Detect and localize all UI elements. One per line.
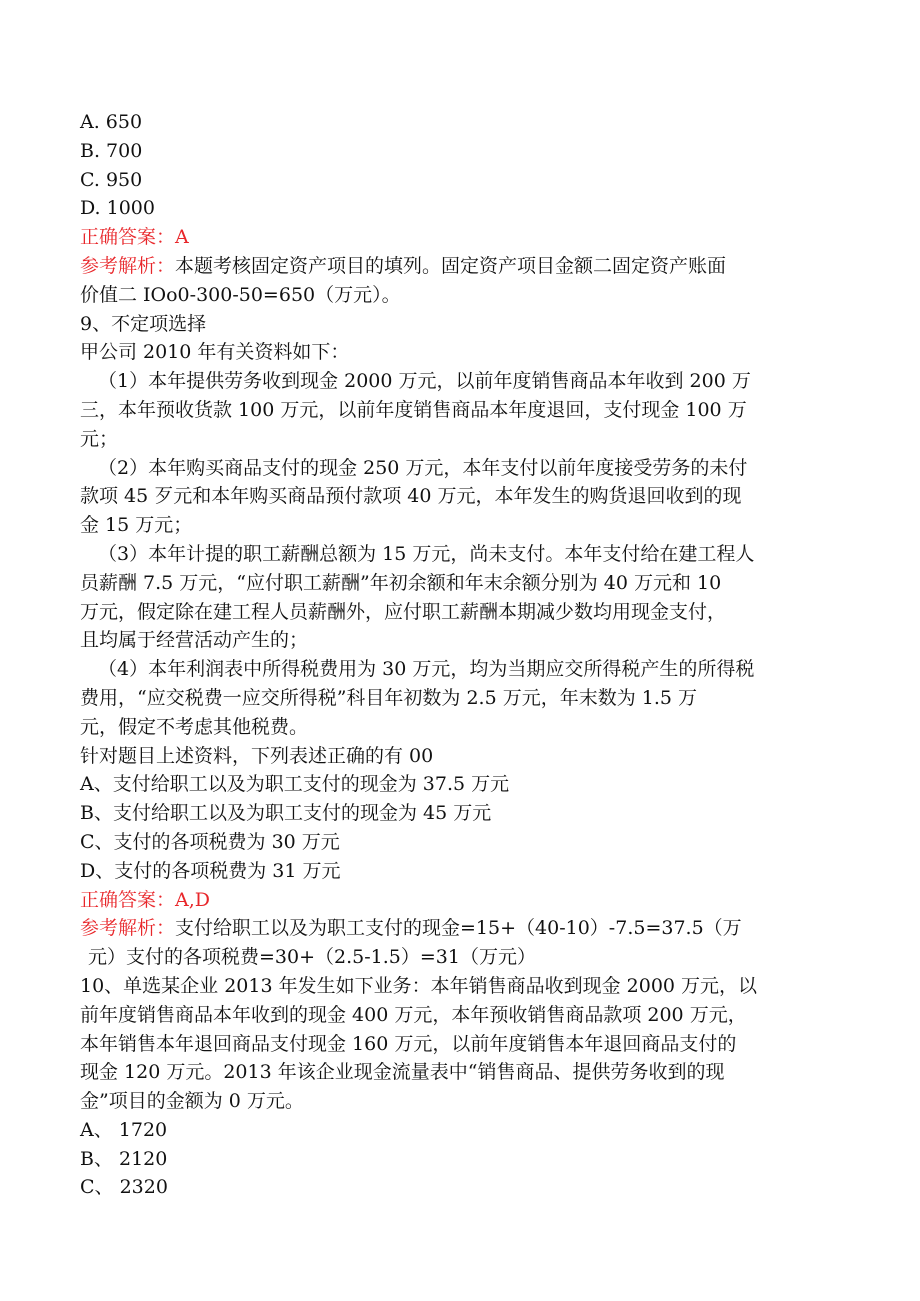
q9-body-line-8: 员薪酬 7.5 万元，“应付职工薪酬”年初余额和年末余额分别为 40 万元和 10 [80, 571, 722, 594]
q9-body-line-7: （3）本年计提的职工薪酬总额为 15 万元，尚未支付。本年支付给在建工程人 [98, 542, 755, 565]
q10-body-line-2: 前年度销售商品本年收到的现金 400 万元，本年预收销售商品款项 200 万元， [80, 1003, 747, 1026]
q8-explanation-line-1 [80, 252, 840, 281]
q9-body-line-3: 元； [80, 427, 119, 450]
q9-option-d: D、支付的各项税费为 31 万元 [80, 859, 341, 882]
q9-body-line-4: （2）本年购买商品支付的现金 250 万元，本年支付以前年度接受劳务的未付 [98, 456, 748, 479]
q9-explanation-line-2: 元）支付的各项税费=30+（2.5-1.5）=31（万元） [88, 946, 536, 969]
q9-body-line-5: 款项 45 歹元和本年购买商品预付款项 40 万元，本年发生的购货退回收到的现 [80, 485, 742, 508]
q10-body-line-3: 本年销售本年退回商品支付现金 160 万元，以前年度销售本年退回商品支付的 [80, 1032, 737, 1055]
q9-header: 9、不定项选择 [80, 312, 207, 335]
q9-explanation-label: 参考解析： [80, 917, 176, 940]
q9-intro: 甲公司 2010 年有关资料如下： [80, 341, 350, 364]
q8-explanation-text-1: 本题考核固定资产项目的填列。固定资产项目金额二固定资产账面 [175, 254, 727, 277]
q9-body-line-12: 费用，“应交税费一应交所得税”科目年初数为 2.5 万元，年末数为 1.5 万 [80, 686, 698, 709]
q9-body-line-1: （1）本年提供劳务收到现金 2000 万元，以前年度销售商品本年收到 200 万 [98, 370, 751, 393]
q9-explanation-text-1: 支付给职工以及为职工支付的现金=15+（40-10）-7.5=37.5（万 [175, 917, 742, 940]
q9-body-line-9: 万元，假定除在建工程人员薪酬外，应付职工薪酬本期减少数均用现金支付， [80, 600, 727, 623]
q8-option-c: C. 950 [80, 168, 143, 191]
q9-body-line-11: （4）本年利润表中所得税费用为 30 万元，均为当期应交所得税产生的所得税 [98, 658, 755, 681]
q8-explanation-label: 参考解析： [80, 254, 176, 277]
q10-body-line-1: 10、单选某企业 2013 年发生如下业务：本年销售商品收到现金 2000 万元，以 [80, 974, 758, 997]
q9-answer-value: A,D [175, 888, 211, 911]
q9-body-line-13: 元，假定不考虑其他税费。 [80, 715, 309, 738]
q8-answer-value: A [175, 226, 189, 249]
q8-option-b: B. 700 [80, 139, 143, 162]
q10-option-c: C、 2320 [80, 1176, 168, 1199]
q9-option-a: A、支付给职工以及为职工支付的现金为 37.5 万元 [80, 773, 510, 796]
q9-explanation-line-1 [80, 914, 840, 943]
q9-question: 针对题目上述资料，下列表述正确的有 00 [80, 744, 434, 767]
q10-option-a: A、 1720 [80, 1118, 168, 1141]
q10-option-b: B、 2120 [80, 1147, 168, 1170]
q9-answer-label: 正确答案： [80, 888, 176, 911]
q9-option-c: C、支付的各项税费为 30 万元 [80, 830, 340, 853]
q8-explanation-line-2: 价值二 IOo0-300-50=650（万元）。 [80, 283, 401, 306]
q8-option-a: A. 650 [80, 111, 143, 133]
q9-body-line-2: 三，本年预收货款 100 万元，以前年度销售商品本年度退回，支付现金 100 万 [80, 398, 747, 421]
q8-answer-label: 正确答案： [80, 226, 176, 249]
q9-body-line-10: 且均属于经营活动产生的； [80, 629, 309, 652]
q9-body-line-6: 金 15 万元； [80, 514, 193, 537]
document-page [80, 108, 840, 1202]
q8-option-d: D. 1000 [80, 197, 155, 220]
q10-body-line-5: 金”项目的金额为 0 万元。 [80, 1090, 304, 1113]
q9-option-b: B、支付给职工以及为职工支付的现金为 45 万元 [80, 802, 492, 825]
q10-body-line-4: 现金 120 万元。2013 年该企业现金流量表中“销售商品、提供劳务收到的现 [80, 1061, 725, 1084]
q8-answer [80, 223, 840, 252]
q9-answer [80, 886, 840, 915]
